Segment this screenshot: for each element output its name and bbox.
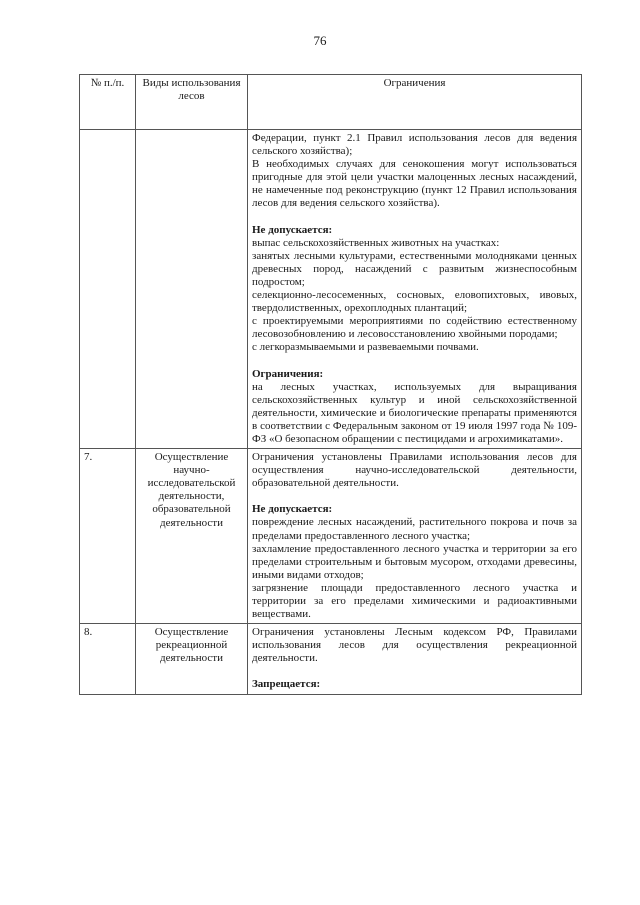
- table-row-8: [80, 624, 582, 694]
- paragraph: захламление предоставленного лесного участка и территории за его пределами строительным и бытовым мусором, отходами древесины, иными видами отходов;: [252, 542, 577, 581]
- paragraph: загрязнение площади предоставленного лесного участка и территории за его пределами химическими и радиоактивными веществами.: [252, 581, 577, 621]
- table-row-7: [80, 449, 582, 624]
- paragraph: В необходимых случаях для сенокошения могут использоваться пригодные для этой цели участки малоценных лесных насаждений, не намеченные под реконструкцию (пункт 12 Правил использования лесов для ведения сельского хозяйства).: [252, 158, 577, 210]
- spacer: [252, 490, 577, 503]
- paragraph: Ограничения установлены Правилами использования лесов для осуществления научно-исследовательской деятельности, образовательной деятельности.: [252, 451, 577, 490]
- paragraph: занятых лесными культурами, естественными молодняками ценных древесных пород, насаждений с развитым жизнеспособным подростом;: [252, 249, 577, 288]
- paragraph: селекционно-лесосеменных, сосновых, еловопихтовых, ивовых, твердолиственных, орехоплодных плантаций;: [252, 289, 577, 315]
- paragraph: повреждение лесных насаждений, растительного покрова и почв за пределами предоставленного лесного участка;: [252, 516, 577, 542]
- spacer: [252, 665, 577, 678]
- cell-limitations: [248, 449, 582, 624]
- paragraph: на лесных участках, используемых для выращивания сельскохозяйственных культур и иной сельскохозяйственной деятельности, химические и биологические препараты применяются в соответствии с Федеральным законом от 19 июля 1997 года № 109-ФЗ «О безопасном обращении с пестицидами и агрохимикатами».: [252, 380, 577, 445]
- section-heading: Запрещается:: [252, 678, 321, 691]
- cell-limitations: [248, 624, 582, 694]
- paragraph: Федерации, пункт 2.1 Правил использования лесов для ведения сельского хозяйства);: [252, 132, 577, 158]
- paragraph: выпас сельскохозяйственных животных на участках:: [252, 236, 500, 249]
- restrictions-table: [79, 74, 582, 695]
- section-heading: Ограничения:: [252, 367, 324, 380]
- header-number: № п./п.: [80, 75, 136, 130]
- table-header-row: [80, 75, 582, 130]
- cell-use-type: [136, 130, 248, 449]
- cell-use-type: Осуществление рекреационной деятельности: [136, 624, 248, 694]
- paragraph: с легкоразмываемыми и развеваемыми почвами.: [252, 341, 479, 354]
- page-number: 76: [313, 33, 327, 48]
- section-heading: Не допускается:: [252, 503, 333, 516]
- cell-limitations: [248, 130, 582, 449]
- cell-number: 7.: [80, 449, 136, 624]
- cell-number: [80, 130, 136, 449]
- cell-use-type: Осуществление научно-исследовательской деятельности, образовательной деятельности: [136, 449, 248, 624]
- header-limitations: Ограничения: [248, 75, 582, 130]
- cell-number: 8.: [80, 624, 136, 694]
- header-forest-use-types: Виды использования лесов: [136, 75, 248, 130]
- table-row-continuation: [80, 130, 582, 449]
- paragraph: Ограничения установлены Лесным кодексом РФ, Правилами использования лесов для осуществления рекреационной деятельности.: [252, 626, 577, 665]
- spacer: [252, 211, 577, 224]
- spacer: [252, 355, 577, 368]
- paragraph: с проектируемыми мероприятиями по содействию естественному лесовозобновлению и лесовосстановлению хвойными породами;: [252, 315, 577, 341]
- section-heading: Не допускается:: [252, 223, 333, 236]
